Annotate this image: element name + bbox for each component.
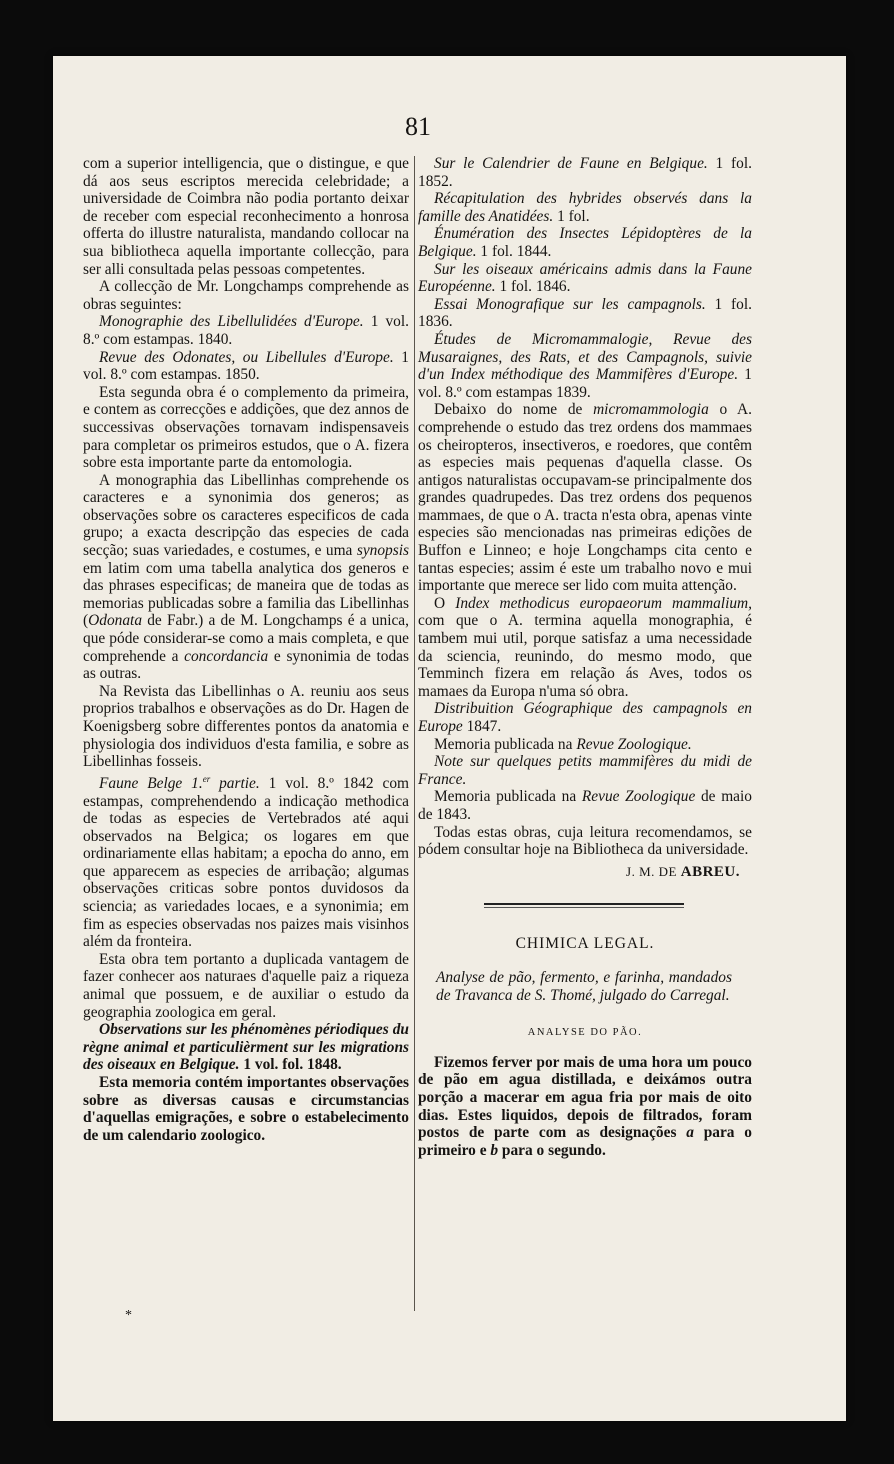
left-paragraph xyxy=(83,1021,409,1074)
right-text: de maio de 1843. xyxy=(418,788,752,823)
left-text: de Fabr.) a de M. Longchamps é a unica, que póde considerar-se como a mais completa, e que comprehende a xyxy=(83,612,409,665)
right-paragraph xyxy=(418,595,752,701)
right-text: O xyxy=(434,594,456,612)
left-text: A collecção de Mr. Longchamps comprehende as obras seguintes: xyxy=(83,278,409,313)
right-work-title: Récapitulation des hybrides observés dans la famille des Anatidées. xyxy=(418,190,752,225)
left-text: Esta segunda obra é o complemento da primeira, e contem as correcções e addições, que dez annos de successivas observações tornavam indispensaveis para completar os primeiros estudos, que o A. fizera sobre esta importante parte da entomologia. xyxy=(83,383,409,472)
right-text: Memoria publicada na xyxy=(434,788,582,806)
right-work-title: Distribuition Géographique des campagnols en Europe xyxy=(418,700,752,735)
right-paragraph xyxy=(418,824,752,859)
right-paragraph xyxy=(418,700,752,735)
right-text: Memoria publicada na xyxy=(434,735,577,753)
right-work-details: 1847. xyxy=(462,718,502,735)
separator-rule-thin xyxy=(484,907,684,908)
analysis-paragraph xyxy=(418,1054,752,1160)
right-text: o A. comprehende o estudo das trez ordens dos mammaes os cheiropteros, insectiveros, e roedores, que contêm as especies mais pequenas d'aquella classe. Os antigos naturalistas occupavam-se principalmente dos grandes quadrupedes. Das trez ordens dos pequenos mammaes, de que o A. tracta n'esta obra, apenas vinte especies são mencionadas nas primeiras edições de Buffon e Linneo; e hoje Longchamps cita cento e tantas especies; assim é este um trabalho novo e mui importante que merece ser lido com muita attenção. xyxy=(418,401,752,595)
section-title: CHIMICA LEGAL. xyxy=(515,935,655,953)
right-text: Revue Zoologique. xyxy=(576,735,692,753)
right-work-details: 1 fol. xyxy=(553,207,590,225)
left-paragraph xyxy=(83,155,409,278)
signature-initials: J. M. DE xyxy=(626,863,677,879)
right-paragraph xyxy=(418,155,752,190)
analysis-title: Analyse de pão, fermento, e farinha, mandados de Travanca de S. Thomé, julgado do Carregal. xyxy=(436,968,732,1004)
left-text: Esta memoria contém importantes observações sobre as diversas causas e circumstancias d'aquellas emigrações, e sobre o estabelecimento de um calendario zoologico. xyxy=(83,1074,409,1144)
left-paragraph xyxy=(83,472,409,683)
left-paragraph xyxy=(83,349,409,384)
separator-rule xyxy=(484,903,684,905)
analysis-text: a xyxy=(686,1124,694,1142)
signature xyxy=(418,863,752,882)
analysis-subtitle: ANALYSE DO PÃO. xyxy=(527,1027,643,1039)
left-work-title: Observations sur les phénomènes périodiques du règne animal et particulièrment sur les migrations des oiseaux en Belgique. xyxy=(83,1021,409,1074)
left-work-title: Monographie des Libellulidées d'Europe. xyxy=(99,313,364,331)
left-text: em latim com uma tabella analytica dos generos e das phrases especificas; de maneira que de todas as memorias publicadas sobre a familia das Libellinhas ( xyxy=(83,559,409,630)
right-work-details: 1 fol. 1846. xyxy=(495,278,571,296)
right-text: com que o A. termina aquella monographia, é tambem mui util, porque satisfaz a uma necessidade da sciencia, reunindo, do mesmo modo, que Temminch fizera em relação ás Aves, todos os mamaes da Europa n'uma só obra. xyxy=(418,612,752,700)
left-text: Faune Belge 1. xyxy=(99,774,203,792)
left-text: Na Revista das Libellinhas o A. reuniu aos seus proprios trabalhos e observações as do Dr. Hagen de Koenigsberg sobre differentes pontos da anatomia e physiologia dos individuos d'esta familia, e sobre as Libellinhas fosseis. xyxy=(83,682,409,771)
right-paragraph xyxy=(418,401,752,595)
right-work-details: 1 fol. 1852. xyxy=(418,155,752,190)
right-text: Debaixo do nome de xyxy=(434,401,594,419)
left-text: concordancia xyxy=(184,647,269,665)
left-work-details: 1 vol. 8.º com estampas. 1840. xyxy=(83,313,409,348)
left-text: synopsis xyxy=(356,542,409,560)
left-text: partie. xyxy=(210,774,260,792)
left-paragraph xyxy=(83,384,409,472)
right-work-title: Sur le Calendrier de Faune en Belgique. xyxy=(434,155,708,172)
page-number: 81 xyxy=(405,112,431,141)
right-text: micromammologia xyxy=(593,401,709,419)
right-work-details: 1 fol. 1844. xyxy=(476,242,552,260)
right-paragraph xyxy=(418,788,752,823)
left-text: Esta obra tem portanto a duplicada vantagem de fazer conhecer aos naturaes d'aquelle paiz a riqueza animal que possuem, e de auxiliar o estudo da geographia zoologica em geral. xyxy=(83,950,409,1021)
left-paragraph xyxy=(83,771,409,951)
right-work-details: 1 fol. 1836. xyxy=(418,295,752,331)
left-sup: er xyxy=(202,773,211,784)
right-work-title: Sur les oiseaux américains admis dans la Faune Européenne. xyxy=(418,260,752,296)
left-paragraph xyxy=(83,1074,409,1144)
right-text: Études de Micromammalogie, Revue des Musaraignes, des Rats, et des Campagnols, suivie d'un Index méthodique des Mammifères d'Europe. xyxy=(418,330,752,384)
right-paragraph xyxy=(418,261,752,296)
left-work-details: 1 vol. 8.º com estampas. 1850. xyxy=(83,348,409,384)
right-paragraph xyxy=(418,331,752,401)
left-text: 1 vol. 8.º 1842 com estampas, comprehendendo a indicação methodica de todas as especies de Vertebrados até aqui observados na Belgica; os logares em que ordinariamente ellas habitam; a epocha do anno, em que apparecem as especies de arribação; algumas observações criticas sobre pontos duvidosos da sciencia; as variedades locaes, e a synonimia; em fim as especies observadas nos paizes mais visinhos além da fronteira. xyxy=(83,774,410,951)
left-paragraph xyxy=(83,683,409,771)
section-separator xyxy=(418,881,752,921)
right-text: Index methodicus europaeorum mammalium, xyxy=(455,594,753,612)
analysis-text: b xyxy=(490,1141,499,1159)
left-paragraph xyxy=(83,278,409,313)
left-text: Odonata xyxy=(88,612,143,630)
left-text: A monographia das Libellinhas comprehende os caracteres e a synonimia dos generos; as observações sobre os caracteres especificos de cada grupo; a exacta descripção das especies de cada secção; suas variedades, e costumes, e uma xyxy=(83,471,409,560)
left-paragraph xyxy=(83,951,409,1021)
right-work-title: Note sur quelques petits mammifères du midi de France. xyxy=(418,753,752,788)
left-work-details: 1 vol. fol. 1848. xyxy=(239,1056,342,1074)
right-text: Revue Zoologique xyxy=(581,788,696,806)
left-text: e synonimia de todas as outras. xyxy=(83,647,409,683)
right-text: 1 vol. 8.º com estampas 1839. xyxy=(418,366,752,401)
right-paragraph xyxy=(418,753,752,788)
right-paragraph xyxy=(418,190,752,225)
right-column-paragraphs xyxy=(418,155,752,859)
column-divider xyxy=(414,156,415,1311)
analysis-text: para o segundo. xyxy=(498,1141,606,1159)
right-paragraph xyxy=(418,225,752,260)
right-work-title: Essai Monografique sur les campagnols. xyxy=(434,295,706,313)
left-paragraph xyxy=(83,313,409,348)
signature-name: ABREU. xyxy=(680,863,740,880)
right-column xyxy=(418,155,752,1159)
right-text: Todas estas obras, cuja leitura recomendamos, se pódem consultar hoje na Bibliotheca da universidade. xyxy=(418,823,752,859)
right-paragraph xyxy=(418,736,752,754)
left-column xyxy=(83,155,409,1144)
analysis-text: para o primeiro e xyxy=(418,1124,752,1159)
footer-mark: * xyxy=(125,1308,132,1323)
left-work-title: Revue des Odonates, ou Libellules d'Europe. xyxy=(99,348,394,366)
left-text: com a superior intelligencia, que o distingue, e que dá aos seus escriptos merecida celebridade; a universidade de Coimbra não podia portanto deixar de receber com especial reconhecimento a honrosa offerta do illustre naturalista, mandando collocar na sua bibliotheca aquella importante collecção, para ser alli consultada pelas pessoas competentes. xyxy=(83,155,409,278)
right-paragraph xyxy=(418,296,752,331)
right-work-title: Énumération des Insectes Lépidoptères de la Belgique. xyxy=(418,225,752,260)
analysis-text: Fizemos ferver por mais de uma hora um pouco de pão em agua distillada, e deixámos outra porção a macerar em agua fria por mais de oito dias. Estes liquidos, depois de filtrados, foram postos de parte com as designações xyxy=(418,1053,752,1142)
